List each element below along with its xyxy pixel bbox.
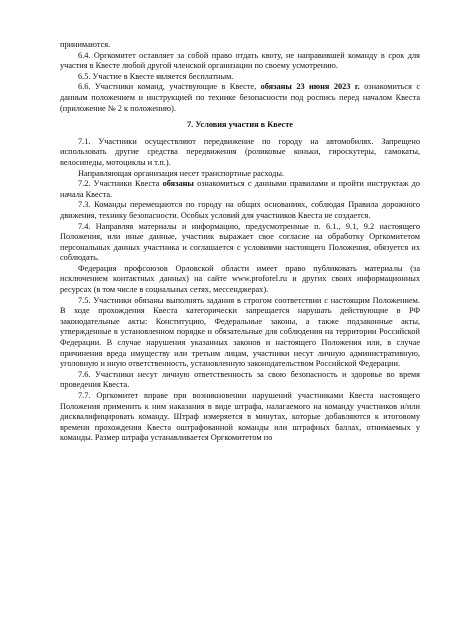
paragraph-7-1-transport: Направляющая организация несет транспортные расходы. [78, 168, 284, 178]
paragraph-7-4: 7.4. Направляя материалы и информацию, предусмотренные п. 6.1., 9.1, 9.2 настоящего Положения, или иные данные, участник выражает свое согласие на обработку Оргкомитетом персональных данных участника и соглашается с условиями настоящего Положения, обязуется их соблюдать. [60, 221, 420, 263]
paragraph-7-3: 7.3. Команды перемещаются по городу на общих основаниях, соблюдая Правила дорожного движения, технику безопасности. Особых условий для участников Квеста не создается. [60, 200, 420, 220]
paragraph-7-2-rest: ознакомиться с данными правилами и пройти инструктаж до начала Квеста. [60, 179, 420, 199]
section-7-heading: 7. Условия участия в Квесте [187, 120, 293, 130]
paragraph-7-7: 7.7. Оргкомитет вправе при возникновении нарушений участниками Квеста настоящего Положения применить к ним наказания в виде штрафа, налагаемого на команду участников и/или дисквалифицировать команду. Штраф измеряется в минутах, которые добавляются к итоговому времени прохождения Квеста оштрафованной команды или штрафных баллах, отнимаемых у команды. Размер штрафа устанавливается Оргкомитетом по [60, 391, 420, 443]
paragraph-7-4-federation: Федерация профсоюзов Орловской области имеет право публиковать материалы (за исключением контактных данных) на сайте www.proforel.ru и других своих информационных ресурсах (в том числе в социальных сетях, мессенджерах). [60, 263, 420, 295]
paragraph-7-2-lead: 7.2. Участники Квеста [78, 179, 163, 189]
paragraph-6-5: 6.5. Участие в Квесте является бесплатным. [78, 71, 234, 81]
paragraph-6-6-lead: 6.6. Участники команд, участвующие в Квесте, [78, 82, 261, 92]
paragraph-7-5: 7.5. Участники обязаны выполнять задания в строгом соответствии с настоящим Положением. В ходе прохождения Квеста категорически запрещается нарушать действующие в РФ законодательные акты: Конституцию, Федеральные законы, а также подзаконные акты, утвержденные в установленном порядке и обязательные для соблюдения на территории Российской Федерации. В случае нарушения указанных законов и настоящего Положения или, в случае причинения вреда имуществу или третьим лицам, участники несут личную административную, уголовную и иную ответственность, установленную законодательством Российской Федерации. [60, 295, 420, 369]
paragraph-7-2-bold: обязаны [162, 179, 194, 189]
paragraph-6-6-bold: обязаны 23 июня 2023 г. [260, 82, 360, 92]
paragraph-continuation: принимаются. [60, 40, 111, 49]
paragraph-6-6 [60, 82, 420, 114]
paragraph-7-1: 7.1. Участники осуществляют передвижение по городу на автомобилях. Запрещено использовать другие средства передвижения (роликовые коньки, гироскутеры, самокаты, велосипеды, мотоциклы и т.п.). [60, 136, 420, 167]
paragraph-7-6: 7.6. Участники несут личную ответственность за свою безопасность и здоровье во время проведения Квеста. [60, 369, 420, 390]
document-body [60, 40, 420, 444]
paragraph-6-4: 6.4. Оргкомитет оставляет за собой право отдать квоту, не направившей команду в срок для участия в Квесте любой другой членской организации по своему усмотрению. [60, 50, 420, 71]
paragraph-6-6-rest: ознакомиться с данным положением и инструкцией по технике безопасности под роспись перед началом Квеста (приложение № 2 к положению). [60, 82, 420, 113]
paragraph-7-2 [60, 179, 420, 200]
